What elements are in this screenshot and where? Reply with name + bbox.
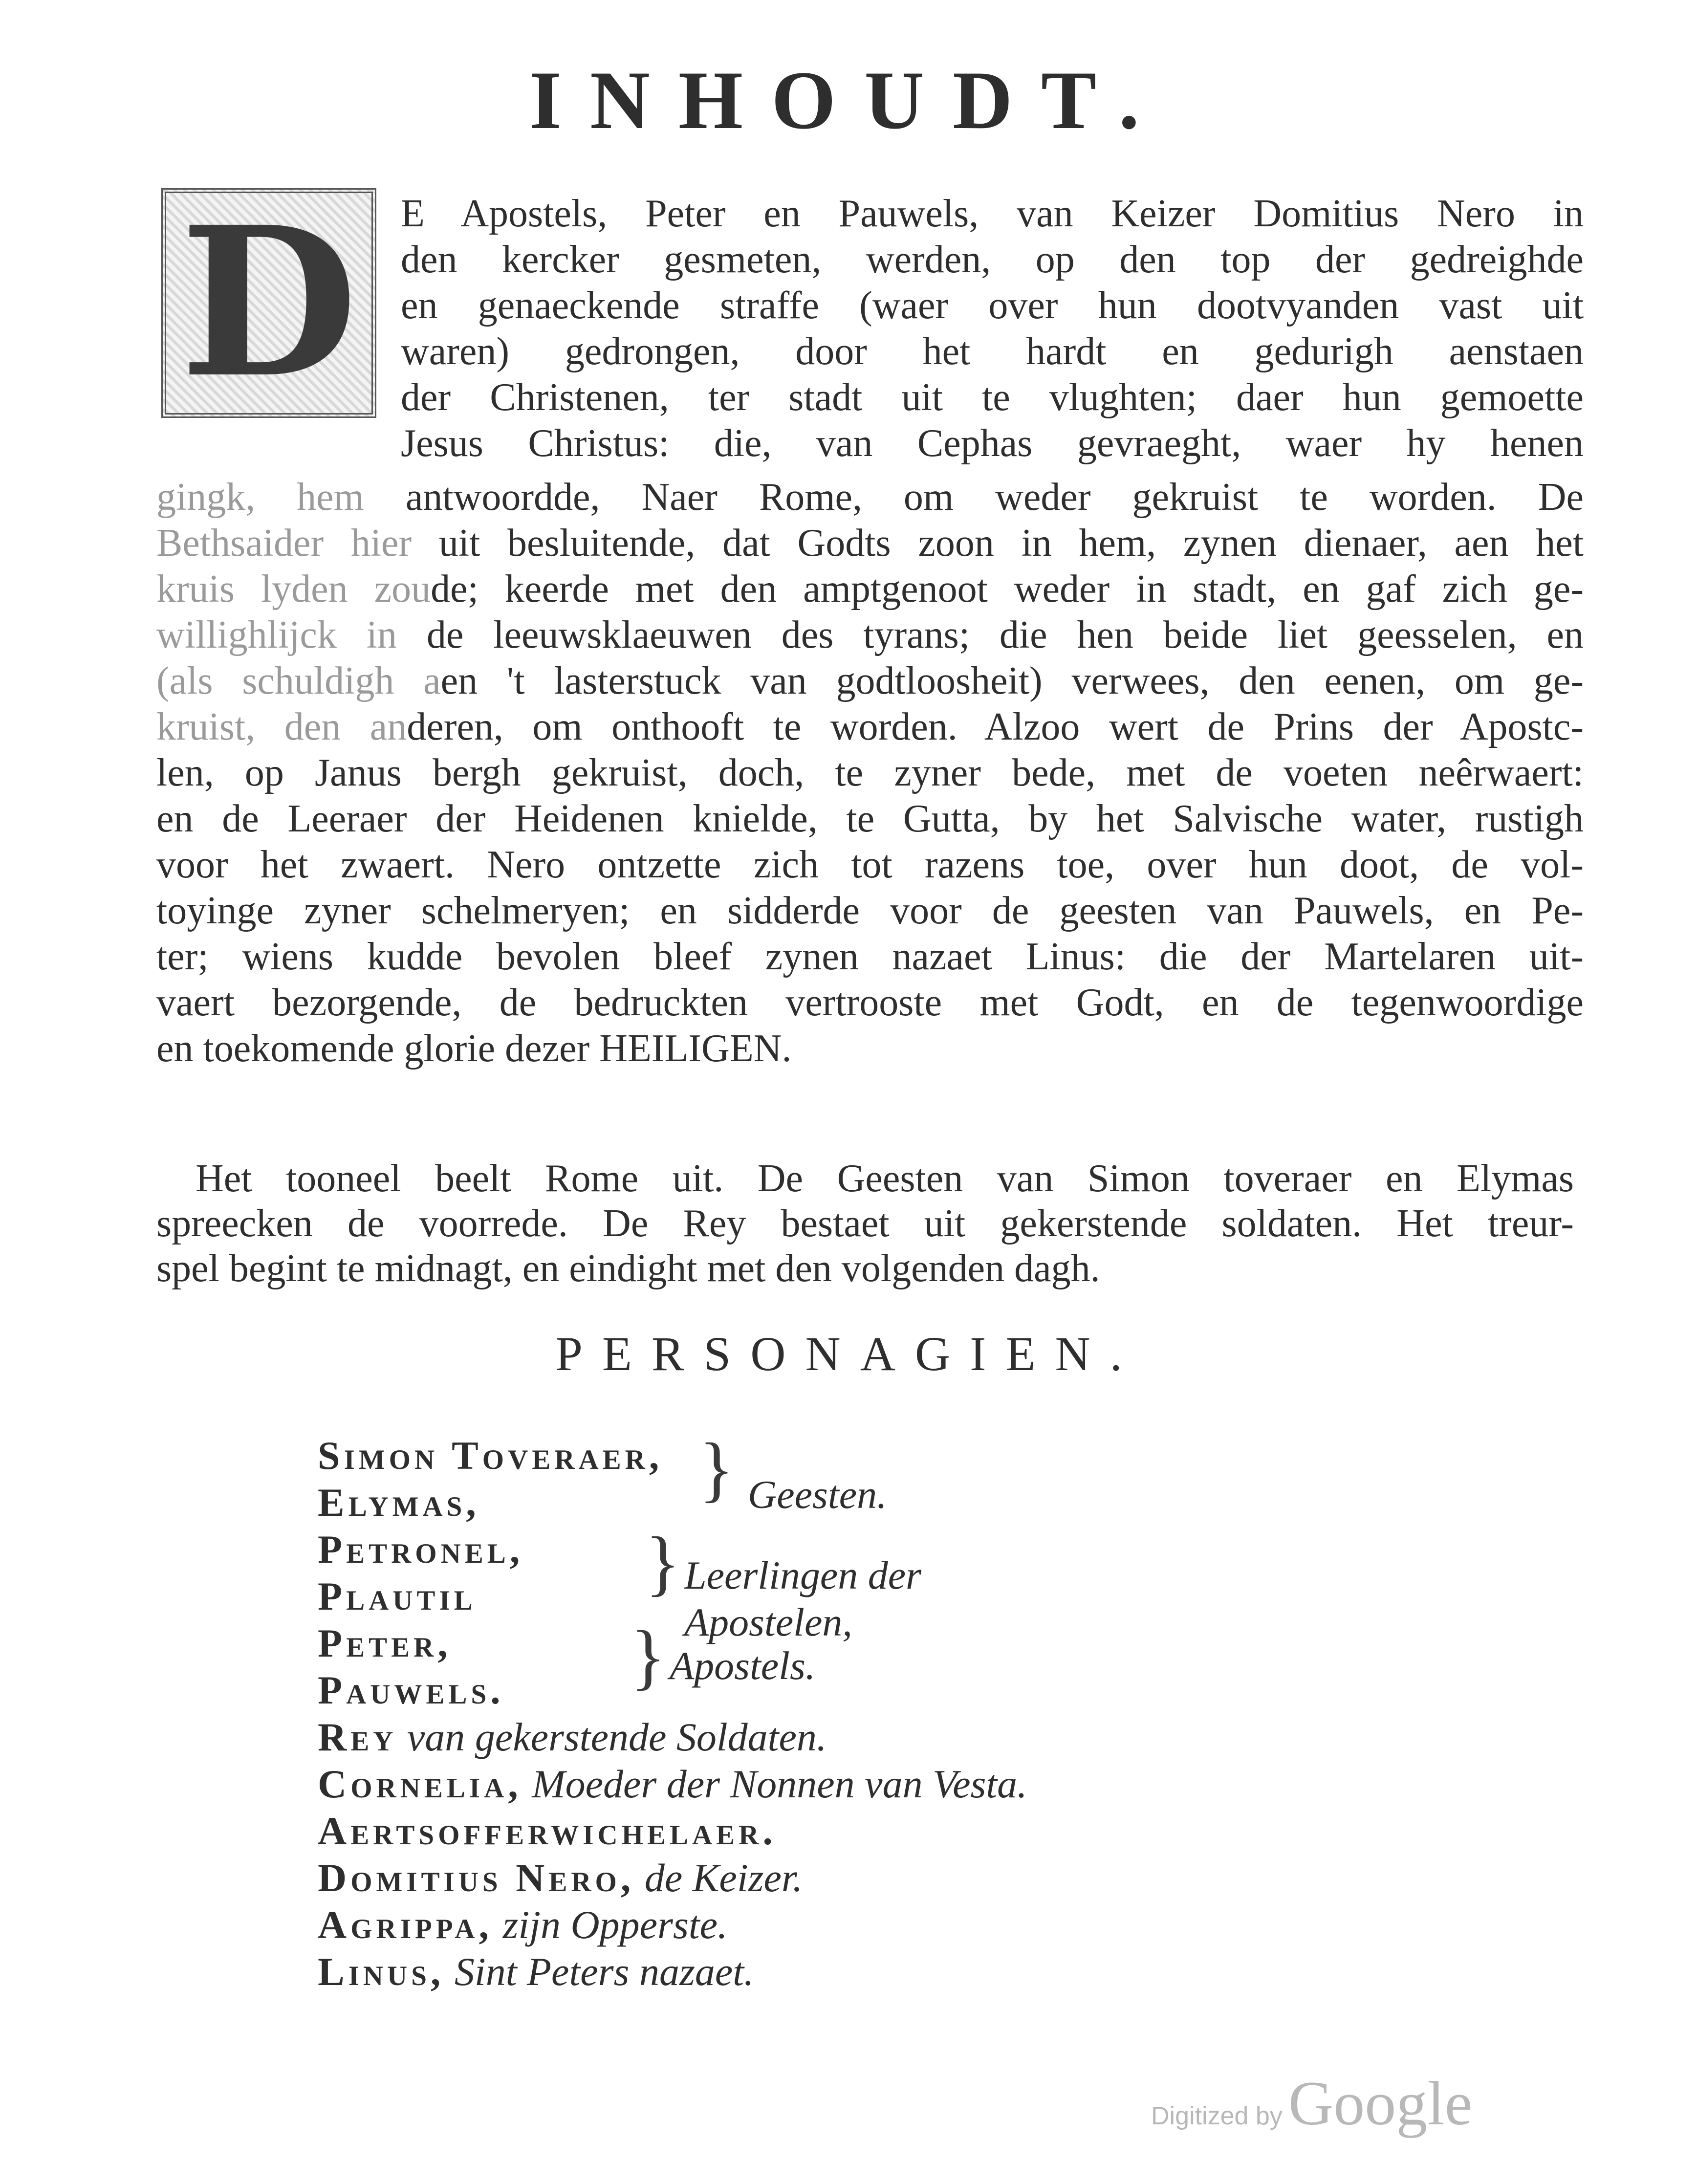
group-brace: } [699, 1428, 734, 1509]
character-name: Plautil [318, 1574, 477, 1618]
page-title: INHOUDT. [529, 54, 1168, 146]
character-name: Linus, [318, 1949, 445, 1994]
group-brace: } [631, 1616, 666, 1697]
summary-line: en genaeckende straffe (waer over hun dootvyanden vast uit [401, 284, 1584, 327]
summary-line: der Christenen, ter stadt uit te vlughten; daer hun gemoette [401, 376, 1584, 419]
cast-entry [318, 1761, 1027, 1808]
character-name: Rey [318, 1715, 397, 1759]
decorated-initial-d [161, 182, 376, 423]
summary-line: en de Leeraer der Heidenen knielde, te Gutta, by het Salvische water, rustigh [156, 797, 1584, 840]
character-name: Pauwels. [318, 1668, 504, 1712]
cast-entry [318, 1901, 1027, 1948]
cast-entry [318, 1479, 1027, 1526]
scene-line: Het tooneel beelt Rome uit. De Geesten van Simon toveraer en Elymas [196, 1157, 1574, 1200]
show-through-text: kruist, den an [156, 705, 407, 748]
show-through-text: Bethsaider hier [156, 522, 439, 565]
summary-line: toyinge zyner schelmeryen; en sidderde voor de geesten van Pauwels, en Pe- [156, 889, 1584, 932]
show-through-text: kruis lyden zou [156, 568, 431, 611]
summary-line: E Apostels, Peter en Pauwels, van Keizer Domitius Nero in [401, 192, 1584, 235]
cast-entry [318, 1808, 1027, 1855]
cast-list [318, 1428, 1027, 1995]
summary-line: den kercker gesmeten, werden, op den top der gedreighde [401, 238, 1584, 281]
group-brace: } [645, 1522, 680, 1603]
summary-full-block [156, 474, 1584, 1071]
character-name: Elymas, [318, 1480, 480, 1525]
summary-line: kruist, den anderen, om onthooft te worden. Alzoo wert de Prins der Apostc- [156, 705, 1584, 748]
summary-line: gingk, hem antwoordde, Naer Rome, om weder gekruist te worden. De [156, 476, 1584, 519]
character-name: Peter, [318, 1621, 452, 1665]
google-logo-text: Google [1288, 2069, 1473, 2138]
character-name: Petronel, [318, 1527, 524, 1572]
cast-entry [318, 1948, 1027, 1995]
scene-line: spreecken de voorrede. De Rey bestaet uit gekerstende soldaten. Het treur- [156, 1202, 1574, 1245]
watermark-prefix: Digitized by [1151, 2102, 1283, 2130]
scene-line: spel begint te midnagt, en eindight met den volgenden dagh. [156, 1247, 1100, 1290]
group-label: Leerlingen der Apostelen, [684, 1553, 922, 1644]
show-through-text: gingk, hem [156, 476, 406, 519]
group-label: Geesten. [748, 1472, 887, 1517]
summary-line: voor het zwaert. Nero ontzette zich tot razens toe, over hun doot, de vol- [156, 843, 1584, 886]
summary-line: willighlijck in de leeuwsklaeuwen des tyrans; die hen beide liet geesselen, en [156, 613, 1584, 656]
summary-line: kruis lyden zoude; keerde met den amptgenoot weder in stadt, en gaf zich ge- [156, 568, 1584, 611]
character-description: Moeder der Nonnen van Vesta. [532, 1762, 1027, 1806]
personae-heading: PERSONAGIEN. [555, 1327, 1142, 1381]
character-name: Cornelia, [318, 1762, 522, 1806]
summary-line: (als schuldigh aen 't lasterstuck van godtloosheit) verwees, den eenen, om ge- [156, 659, 1584, 702]
character-name: Aertsofferwichelaer. [318, 1809, 777, 1853]
summary-line: waren) gedrongen, door het hardt en gedurigh aenstaen [401, 330, 1584, 373]
summary-line: en toekomende glorie dezer HEILIGEN. [156, 1027, 792, 1070]
summary-line: ter; wiens kudde bevolen bleef zynen nazaet Linus: die der Martelaren uit- [156, 935, 1584, 978]
scene-description [156, 1156, 1574, 1291]
character-description: van gekerstende Soldaten. [407, 1715, 827, 1759]
cast-entry [318, 1432, 1027, 1479]
dropcap-letter: D [179, 182, 358, 423]
character-description: Sint Peters nazaet. [454, 1949, 754, 1994]
character-name: Domitius Nero, [318, 1856, 635, 1900]
character-description: zijn Opperste. [502, 1902, 728, 1947]
cast-entry [318, 1855, 1027, 1901]
character-name: Agrippa, [318, 1902, 493, 1947]
show-through-text: (als schuldigh a [156, 659, 441, 702]
summary-line: Bethsaider hier uit besluitende, dat Godts zoon in hem, zynen dienaer, aen het [156, 522, 1584, 565]
group-label: Apostels. [670, 1643, 816, 1688]
summary-line: len, op Janus bergh gekruist, doch, te zyner bede, met de voeten neêrwaert: [156, 751, 1584, 794]
cast-entry [318, 1714, 1027, 1761]
character-description: de Keizer. [644, 1856, 803, 1900]
digitized-by-google-watermark [1151, 2068, 1473, 2140]
show-through-text: willighlijck in [156, 613, 427, 656]
summary-indented-block [401, 191, 1584, 466]
summary-line: vaert bezorgende, de bedruckten vertrooste met Godt, en de tegenwoordige [156, 981, 1584, 1024]
character-name: Simon Toveraer, [318, 1433, 663, 1478]
summary-line: Jesus Christus: die, van Cephas gevraeght, waer hy henen [401, 422, 1584, 465]
